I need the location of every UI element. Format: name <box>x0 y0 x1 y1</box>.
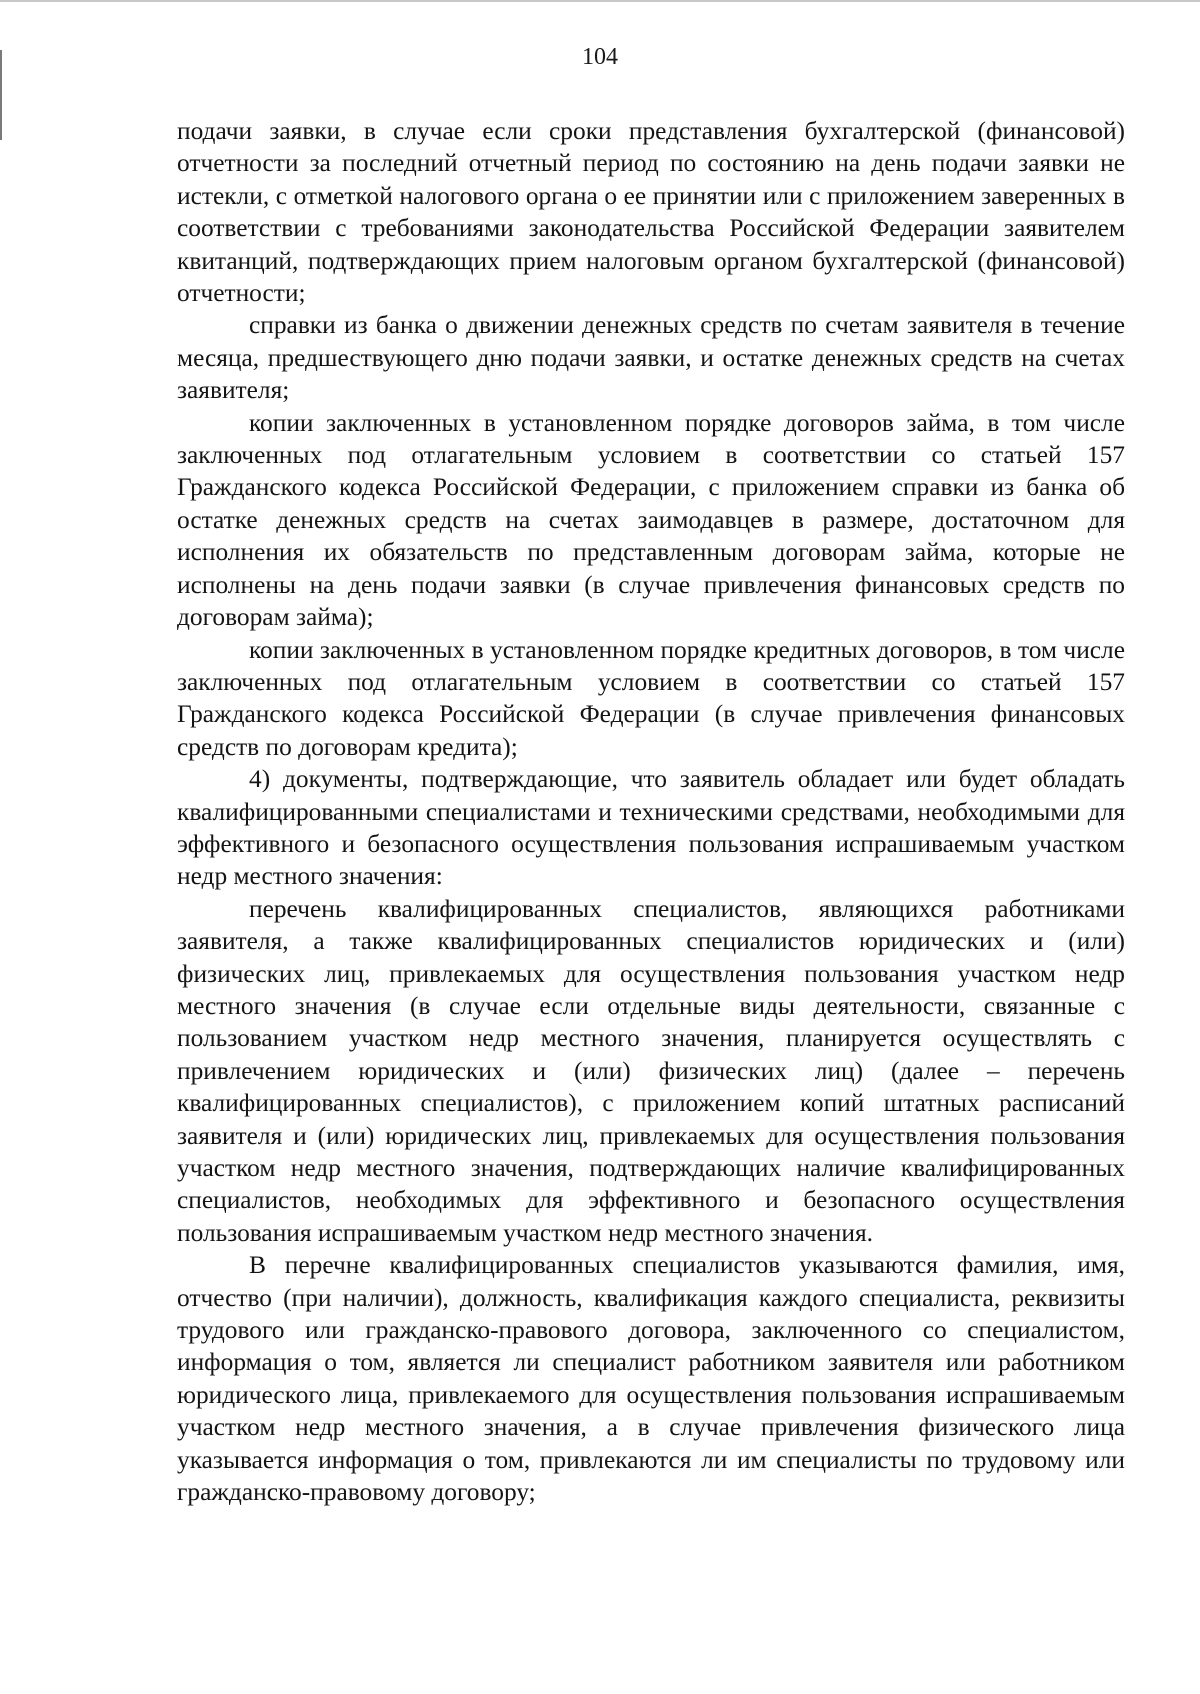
paragraph-item-4: 4) документы, подтверждающие, что заявитель обладает или будет обладать квалифицированными специалистами и техническими средствами, необходимыми для эффективного и безопасного осуществления пользования испрашиваемым участком недр местного значения: <box>177 765 1125 891</box>
scan-edge-top <box>0 0 1200 2</box>
paragraph-continuation: подачи заявки, в случае если сроки представления бухгалтерской (финансовой) отчетности за последний отчетный период по состоянию на день подачи заявки не истекли, с отметкой налогового органа о ее принятии или с приложением заверенных в соответствии с требованиями законодательства Российской Федерации заявителем квитанций, подтверждающих прием налоговым органом бухгалтерской (финансовой) отчетности; <box>177 117 1125 308</box>
page-number: 104 <box>582 44 618 70</box>
paragraph-credit-agreements: копии заключенных в установленном порядке кредитных договоров, в том числе заключенных под отлагательным условием в соответствии со статьей 157 Гражданского кодекса Российской Федерации (в случае привлечения финансовых средств по договорам кредита); <box>177 635 1125 761</box>
paragraph-loan-agreements: копии заключенных в установленном порядке договоров займа, в том числе заключенных под отлагательным условием в соответствии со статьей 157 Гражданского кодекса Российской Федерации, с приложением справки из банка об остатке денежных средств на счетах заимодавцев в размере, достаточном для исполнения их обязательств по представленным договорам займа, которые не исполнены на день подачи заявки (в случае привлечения финансовых средств по договорам займа); <box>177 408 1125 632</box>
document-body <box>177 115 1125 1508</box>
paragraph-bank-statements: справки из банка о движении денежных средств по счетам заявителя в течение месяца, предшествующего дню подачи заявки, и остатке денежных средств на счетах заявителя; <box>177 311 1125 405</box>
paragraph-specialists-list: перечень квалифицированных специалистов, являющихся работниками заявителя, а также квалифицированных специалистов юридических и (или) физических лиц, привлекаемых для осуществления пользования участком недр местного значения (в случае если отдельные виды деятельности, связанные с пользованием участком недр местного значения, планируется осуществлять с привлечением юридических и (или) физических лиц) (далее – перечень квалифицированных специалистов), с приложением копий штатных расписаний заявителя и (или) юридических лиц, привлекаемых для осуществления пользования участком недр местного значения, подтверждающих наличие квалифицированных специалистов, необходимых для эффективного и безопасного осуществления пользования испрашиваемым участком недр местного значения. <box>177 894 1125 1247</box>
paragraph-specialists-details: В перечне квалифицированных специалистов указываются фамилия, имя, отчество (при наличии), должность, квалификация каждого специалиста, реквизиты трудового или гражданско-правового договора, заключенного со специалистом, информация о том, является ли специалист работником заявителя или работником юридического лица, привлекаемого для осуществления пользования испрашиваемым участком недр местного значения, а в случае привлечения физического лица указывается информация о том, привлекаются ли им специалисты по трудовому или гражданско-правовому договору; <box>177 1251 1125 1507</box>
